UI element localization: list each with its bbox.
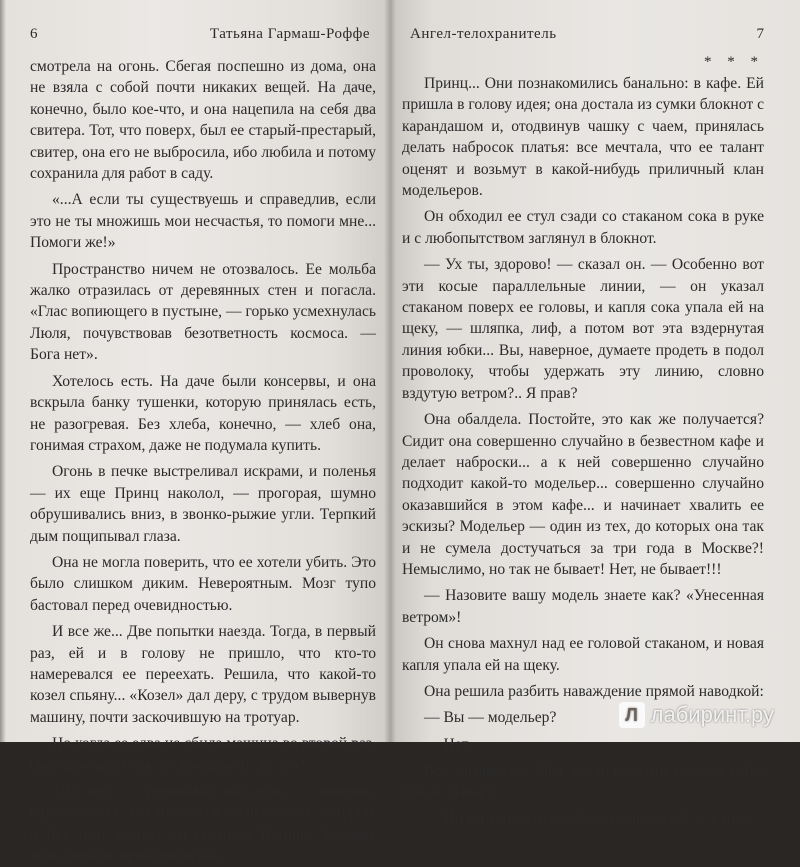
page-number: 7 [756,26,764,42]
left-page [0,0,390,865]
watermark-text: лабиринт.ру [650,702,774,727]
paragraph: — Назовите вашу модель знаете как? «Унесенная ветром»! [402,587,764,626]
paragraph: смотрела на огонь. Сбегая поспешно из дома, она не взяла с собой почти никаких вещей. На даче, конечно, было кое-что, и она нацепила на себя два свитера. Тот, что поверх, был ее старый-престарый, свитер, она его не выбросила, ибо любила и потому сохранила для работ в саду. [30,58,376,183]
paragraph: И все же... Две попытки наезда. Тогда, в первый раз, ей и в голову не пришло, что кто-то намеревался ее переехать. Решила, что какой-то козел спьяну... «Козел» дал деру, с трудом вывернув машину, почти заскочившую на тротуар. [30,623,376,726]
paragraph: Она не могла поверить, что ее хотели убить. Это было слишком диким. Невероятным. Мозг тупо бастовал перед очевидностью. [30,553,376,614]
paragraph: Хотелось есть. На даче были консервы, и она вскрыла банку тушенки, которую принялась есть, не разогревая. Без хлеба, конечно, — хлеб она, гонимая страхом, даже не подумала купить. [30,372,376,454]
page-number: 6 [30,26,38,42]
paragraph: Она решила разбить наваждение прямой наводкой: [424,682,764,700]
paragraph: «...А если ты существуешь и справедлив, если это не ты множишь мои несчастья, то помоги мне... Помоги же!» [30,191,376,252]
paragraph: — Нет. [424,735,472,753]
section-break: * * * [704,54,764,70]
left-page-text [30,56,376,867]
paragraph: — Вы — модельер? [424,709,557,727]
left-page-header [30,20,376,46]
right-page [390,0,800,827]
paragraph: Он снова махнул над ее головой стаканом, и новая капля упала ей на щеку. [402,635,764,674]
paragraph: «Да нет, — урезонила она себя, — конечно, случайность! Это множатся ее несчастья, которых и без того хватает со смертью Принца. Говорят ведь, беда не приходит одна... [30,783,376,865]
logo-letter: Л [625,704,638,725]
paragraph: — Но вы в этом что-нибудь понимаете? — с иро- [424,810,752,827]
running-head: Татьяна Гармаш-Роффе [209,26,370,42]
paragraph: Огонь в печке выстреливал искрами, и поленья — их еще Принц наколол, — прогорая, шумно обрушивались вниз, в звонко-рыжие угли. Терпкий дым пощипывал глаза. [30,463,376,545]
paragraph: — Ух ты, здорово! — сказал он. — Особенно вот эти косые параллельные линии, — он указал стаканом поверх ее головы, и капля сока упала ей на щеку, — шляпка, лиф, а потом вот эта вздернутая линия юбки... Вы, наверное, думаете продеть в подол проволоку, чтобы удержать эту линию, словно вздутую ветром?.. Я прав? [402,256,764,402]
right-page-header [402,20,764,46]
paragraph: Все правильно. Она же только что сказала себе: так не бывает. [402,762,764,801]
watermark [619,702,774,728]
labirint-logo-icon [619,702,645,728]
paragraph: Пространство ничем не отозвалось. Ее мольба жалко отразилась от деревянных стен и погасла. «Глас вопиющего в пустыне, — горько усмехнулась Люля, почувствовав безответность космоса. — Бога нет». [30,260,376,364]
paragraph: Она обалдела. Постойте, это как же получается? Сидит она совершенно случайно в безвестном кафе и делает наброски... а к ней совершенно случайно подходит какой-то модельер... совершенно случайно оказавшийся в этом кафе... и начинает хвалить ее эскизы? Модельер — один из тех, до которых она так и не сумела достучаться за три года в Москве?! Немыслимо, но так не бывает! Нет, не бывает!!! [402,411,764,578]
paragraph: Он обходил ее стул сзади со стаканом сока в руке и с любопытством заглянул в блокнот. [402,208,764,247]
paragraph: Принц... Они познакомились банально: в кафе. Ей пришла в голову идея; она достала из сумки блокнот с карандашом и, отодвинув чашку с чаем, принялась делать набросок платья: все мечтала, что ее талант оценят и возьмут в какой-нибудь приличный клан модельеров. [402,75,764,200]
book-gutter [384,0,396,742]
page-edge-shadow [0,0,6,742]
running-head: Ангел-телохранитель [410,26,557,42]
paragraph: Но когда ее едва не сбила машина во второй раз, она спросила себя: а случайность ли это? [30,735,376,774]
